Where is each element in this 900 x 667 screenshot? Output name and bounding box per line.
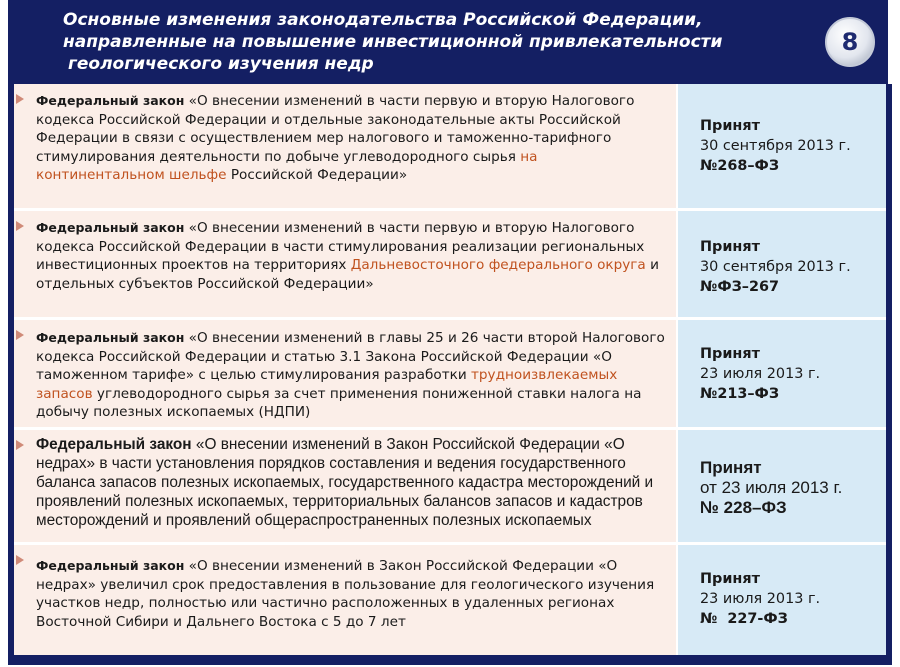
law-row-5	[14, 545, 886, 655]
status-label: Принят	[700, 458, 762, 477]
bullet-arrow-icon	[16, 555, 24, 565]
status-label: Принят	[700, 571, 760, 587]
status-date: 30 сентября 2013 г.	[700, 259, 851, 275]
law-status-cell	[678, 211, 886, 320]
bullet-arrow-icon	[16, 221, 24, 231]
law-title-text: «О внесении изменений в Закон Российской Федерации «О недрах» в части установления порядков составления и ведения государственного баланса запасов полезных ископаемых, государственного кадастра месторождений и проявлений полезных ископаемых, территориальных балансов запасов и кадастров месторождений и проявлений общераспространенных полезных ископаемых	[36, 436, 654, 529]
law-type: Федеральный закон	[36, 220, 185, 235]
law-title-text-end: Российской Федерации»	[226, 167, 408, 183]
law-status-cell	[678, 430, 886, 545]
law-status-cell	[678, 84, 886, 211]
law-description-cell	[14, 545, 676, 655]
right-frame-bar	[886, 84, 892, 655]
status-number: № 228–ФЗ	[700, 498, 787, 517]
law-type: Федеральный закон	[36, 558, 185, 573]
law-type: Федеральный закон	[36, 93, 185, 108]
status-date: от 23 июля 2013 г.	[700, 478, 843, 497]
status-number: №268–ФЗ	[700, 158, 780, 174]
slide-title-line-1: Основные изменения законодательства Российской Федерации,	[63, 10, 703, 30]
law-status	[700, 569, 880, 629]
law-description	[36, 329, 668, 422]
status-number: № 227-ФЗ	[700, 611, 788, 627]
law-status-cell	[678, 320, 886, 430]
law-description	[36, 92, 668, 185]
law-status	[700, 344, 880, 404]
law-status	[700, 458, 880, 518]
law-title-highlight: на континентальном шельфе	[36, 148, 538, 183]
status-label: Принят	[700, 118, 760, 134]
law-title-text-end: и отдельных субъектов Российской Федерации»	[36, 257, 659, 292]
bullet-arrow-icon	[16, 94, 24, 104]
law-description	[36, 219, 668, 293]
law-row-2	[14, 211, 886, 320]
slide-header	[8, 0, 888, 84]
law-description-cell	[14, 430, 676, 545]
law-title-highlight: Дальневосточного федерального округа	[350, 257, 646, 273]
page-number-badge: 8	[825, 17, 875, 67]
status-number: №ФЗ–267	[700, 279, 780, 295]
law-row-3	[14, 320, 886, 430]
law-row-4	[14, 430, 886, 545]
law-title-text-end: углеводородного сырья за счет применения пониженной ставки налога на добычу полезных ископаемых (НДПИ)	[36, 385, 642, 420]
law-type: Федеральный закон	[36, 436, 192, 453]
status-number: №213–ФЗ	[700, 386, 780, 402]
slide-title-line-3: геологического изучения недр	[68, 54, 374, 74]
status-date: 23 июля 2013 г.	[700, 366, 821, 382]
slide-title	[63, 9, 803, 75]
status-label: Принят	[700, 239, 760, 255]
law-status	[700, 237, 880, 297]
law-title-text: «О внесении изменений в Закон Российской Федерации «О недрах» увеличил срок предоставления в пользование для геологического изучения участков недр, полностью или частично расположенных в удаленных регионах Восточной Сибири и Дальнего Востока с 5 до 7 лет	[36, 558, 655, 630]
law-row-1	[14, 84, 886, 211]
law-description-cell	[14, 320, 676, 430]
law-description	[36, 435, 676, 530]
status-label: Принят	[700, 346, 760, 362]
status-date: 23 июля 2013 г.	[700, 591, 821, 607]
law-title-text: «О внесении изменений в главы 25 и 26 части второй Налогового кодекса Российской Федерации и статью 3.1 Закона Российской Федерации «О таможенном тарифе» с целью стимулирования разработки	[36, 330, 665, 383]
bullet-arrow-icon	[16, 440, 24, 450]
law-status-cell	[678, 545, 886, 655]
law-description-cell	[14, 84, 676, 211]
law-description	[36, 557, 668, 631]
bullet-arrow-icon	[16, 330, 24, 340]
slide-title-line-2: направленные на повышение инвестиционной привлекательности	[63, 32, 723, 52]
law-title-text: «О внесении изменений в части первую и вторую Налогового кодекса Российской Федерации в части стимулирования реализации региональных инвестиционных проектов на территориях	[36, 220, 645, 273]
bottom-frame-bar	[8, 655, 892, 665]
law-title-highlight: трудноизвлекаемых запасов	[36, 367, 618, 402]
law-title-text: «О внесении изменений в части первую и вторую Налогового кодекса Российской Федерации и отдельные законодательные акты Российской Федерации в связи с осуществлением мер налогового и таможенно-тарифного стимулирования деятельности по добыче углеводородного сырья	[36, 93, 635, 165]
law-status	[700, 116, 880, 176]
law-type: Федеральный закон	[36, 330, 185, 345]
status-date: 30 сентября 2013 г.	[700, 138, 851, 154]
law-description-cell	[14, 211, 676, 320]
